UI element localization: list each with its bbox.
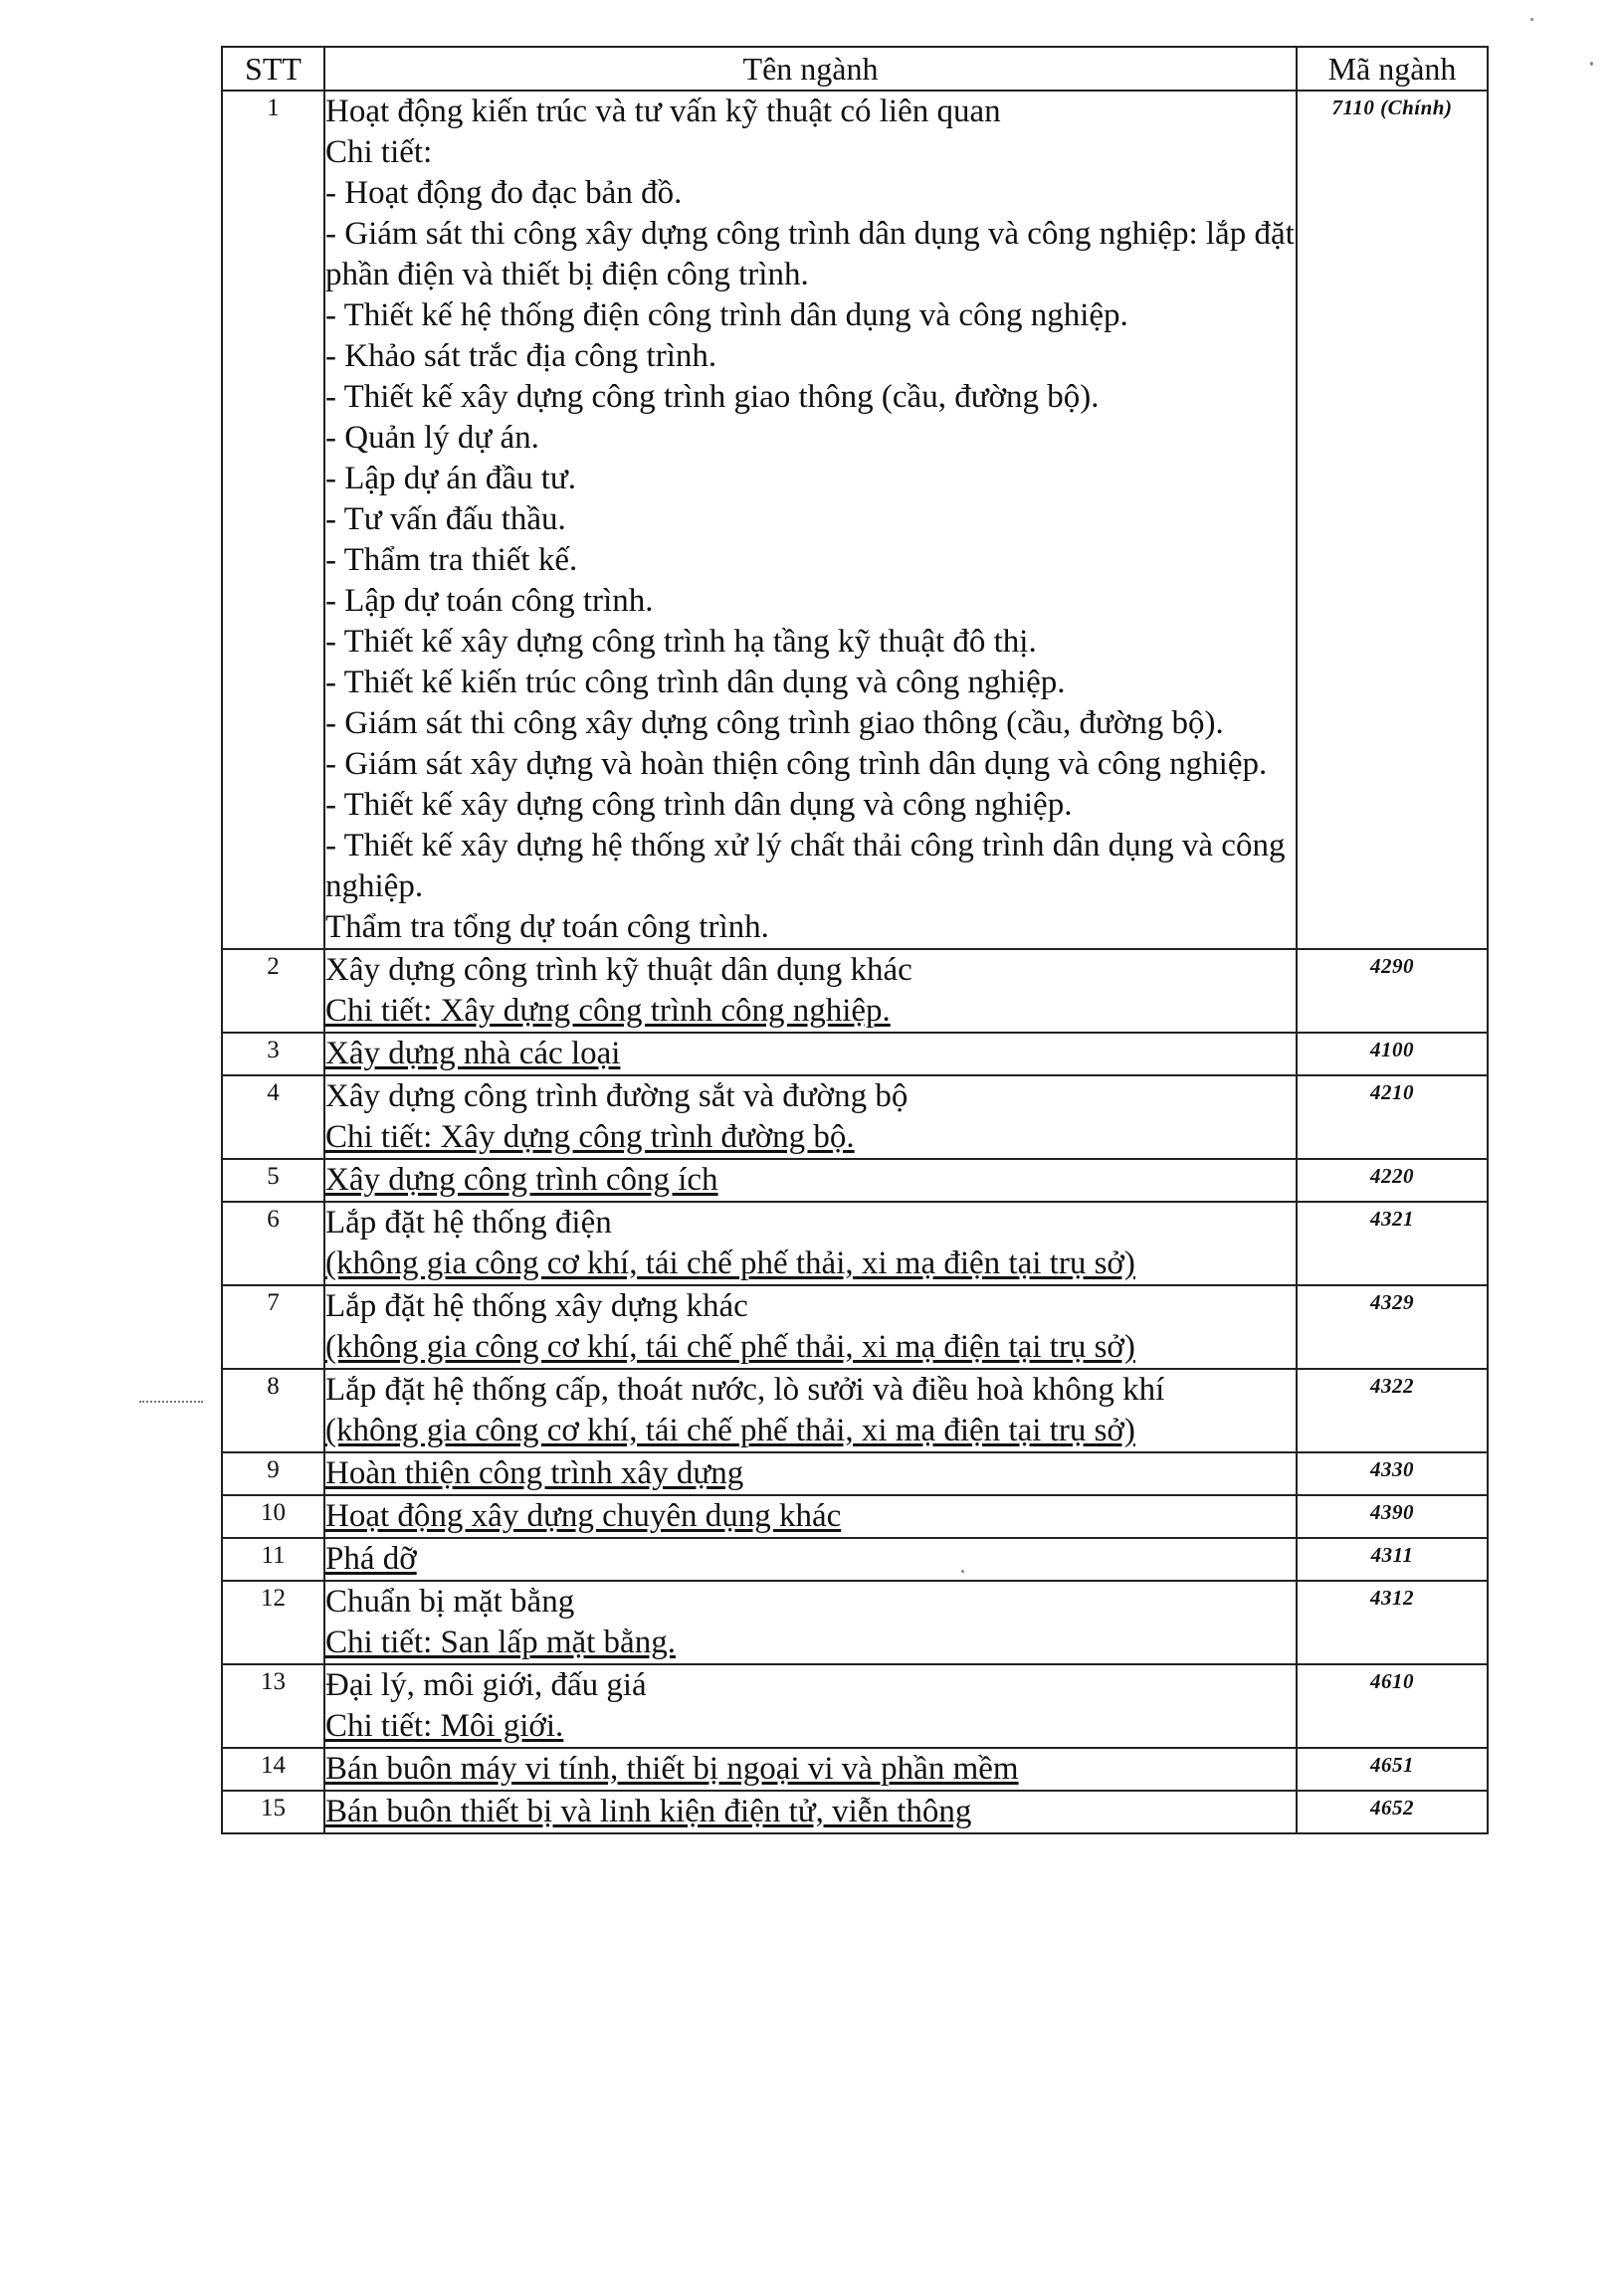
business-line-text: Chuẩn bị mặt bằng	[325, 1584, 575, 1620]
business-line-text: - Thiết kế xây dựng hệ thống xử lý chất thải công trình dân dụng và công nghiệp.	[325, 828, 1286, 904]
row-number: 4	[222, 1075, 324, 1159]
business-line-text: (không gia công cơ khí, tái chế phế thải, xi mạ điện tại trụ sở)	[325, 1329, 1135, 1365]
business-line-text: Bán buôn máy vi tính, thiết bị ngoại vi và phần mềm	[325, 1751, 1019, 1787]
table-body	[222, 91, 1488, 1833]
business-line-text: - Giám sát xây dựng và hoàn thiện công trình dân dụng và công nghiệp.	[325, 746, 1268, 782]
business-line-text: Xây dựng công trình đường sắt và đường bộ	[325, 1078, 909, 1114]
business-line-text: Hoạt động kiến trúc và tư vấn kỹ thuật có liên quan	[325, 94, 1001, 129]
business-line-text: Xây dựng công trình kỹ thuật dân dụng khác	[325, 952, 912, 988]
business-line-text: - Thiết kế xây dựng công trình giao thông (cầu, đường bộ).	[325, 379, 1100, 415]
business-line-text: - Thẩm tra thiết kế.	[325, 542, 578, 578]
row-number: 5	[222, 1159, 324, 1202]
row-number: 6	[222, 1202, 324, 1285]
table-row	[222, 1159, 1488, 1202]
business-line-text: - Lập dự án đầu tư.	[325, 461, 577, 496]
business-line-name	[324, 949, 1297, 1033]
header-code: Mã ngành	[1297, 47, 1488, 91]
table-row	[222, 1452, 1488, 1495]
business-lines-table	[221, 46, 1489, 1834]
business-line-name	[324, 1581, 1297, 1664]
business-line-name	[324, 1033, 1297, 1075]
business-line-name	[324, 1664, 1297, 1748]
table-row	[222, 1075, 1488, 1159]
business-line-text: - Quản lý dự án.	[325, 420, 539, 456]
table-row	[222, 1664, 1488, 1748]
table-row	[222, 949, 1488, 1033]
row-number: 13	[222, 1664, 324, 1748]
table-row	[222, 91, 1488, 949]
business-line-name	[324, 1748, 1297, 1791]
business-line-text: Chi tiết:	[325, 134, 433, 170]
business-line-code: 4610	[1297, 1664, 1488, 1748]
business-line-text: Hoạt động xây dựng chuyên dụng khác	[325, 1498, 842, 1534]
business-line-name	[324, 1495, 1297, 1538]
row-number: 11	[222, 1538, 324, 1581]
row-number: 2	[222, 949, 324, 1033]
scan-speck	[1530, 18, 1533, 21]
table-row	[222, 1285, 1488, 1369]
business-line-code: 4652	[1297, 1791, 1488, 1833]
business-line-text: Bán buôn thiết bị và linh kiện điện tử, viễn thông	[325, 1794, 972, 1829]
business-line-code: 4651	[1297, 1748, 1488, 1791]
business-line-code: 4220	[1297, 1159, 1488, 1202]
business-line-text: Xây dựng nhà các loại	[325, 1036, 621, 1071]
business-line-code: 4330	[1297, 1452, 1488, 1495]
row-number: 14	[222, 1748, 324, 1791]
row-number: 3	[222, 1033, 324, 1075]
table-row	[222, 1538, 1488, 1581]
table-row	[222, 1581, 1488, 1664]
business-line-code: 4210	[1297, 1075, 1488, 1159]
business-line-code: 4329	[1297, 1285, 1488, 1369]
row-number: 7	[222, 1285, 324, 1369]
row-number: 1	[222, 91, 324, 949]
business-line-text: Chi tiết: Xây dựng công trình công nghiệp.	[325, 993, 891, 1029]
business-line-text: - Giám sát thi công xây dựng công trình dân dụng và công nghiệp: lắp đặt phần điện và thiết bị điện công trình.	[325, 216, 1295, 292]
business-line-text: Lắp đặt hệ thống cấp, thoát nước, lò sưởi và điều hoà không khí	[325, 1372, 1165, 1408]
business-line-text: Xây dựng công trình công ích	[325, 1162, 718, 1198]
business-line-name	[324, 1075, 1297, 1159]
business-line-name	[324, 1285, 1297, 1369]
business-line-text: Chi tiết: Môi giới.	[325, 1708, 564, 1744]
business-line-name	[324, 1202, 1297, 1285]
business-line-text: Chi tiết: Xây dựng công trình đường bộ.	[325, 1119, 855, 1155]
business-line-text: Lắp đặt hệ thống xây dựng khác	[325, 1288, 748, 1324]
business-line-code: 4390	[1297, 1495, 1488, 1538]
business-line-text: - Hoạt động đo đạc bản đồ.	[325, 175, 683, 211]
business-line-code: 4290	[1297, 949, 1488, 1033]
business-line-name	[324, 1159, 1297, 1202]
table-row	[222, 1791, 1488, 1833]
business-line-name	[324, 91, 1297, 949]
business-line-text: - Thiết kế xây dựng công trình dân dụng và công nghiệp.	[325, 787, 1073, 823]
business-line-text: Đại lý, môi giới, đấu giá	[325, 1667, 647, 1703]
row-number: 12	[222, 1581, 324, 1664]
table-row	[222, 1369, 1488, 1452]
row-number: 9	[222, 1452, 324, 1495]
row-number: 8	[222, 1369, 324, 1452]
business-line-text: (không gia công cơ khí, tái chế phế thải, xi mạ điện tại trụ sở)	[325, 1413, 1135, 1448]
business-line-text: Hoàn thiện công trình xây dựng	[325, 1455, 744, 1491]
business-line-name	[324, 1452, 1297, 1495]
business-line-text: Phá dỡ	[325, 1541, 417, 1577]
row-number: 15	[222, 1791, 324, 1833]
business-line-text: (không gia công cơ khí, tái chế phế thải, xi mạ điện tại trụ sở)	[325, 1245, 1135, 1281]
business-line-text: - Thiết kế hệ thống điện công trình dân dụng và công nghiệp.	[325, 297, 1128, 333]
table-row	[222, 1495, 1488, 1538]
header-stt: STT	[222, 47, 324, 91]
business-line-name	[324, 1791, 1297, 1833]
row-number: 10	[222, 1495, 324, 1538]
header-name: Tên ngành	[324, 47, 1297, 91]
business-line-code: 4322	[1297, 1369, 1488, 1452]
margin-mark	[139, 1401, 203, 1405]
table-header-row	[222, 47, 1488, 91]
business-line-name	[324, 1369, 1297, 1452]
table-row	[222, 1748, 1488, 1791]
business-line-text: - Thiết kế xây dựng công trình hạ tầng kỹ thuật đô thị.	[325, 624, 1037, 660]
business-line-text: Lắp đặt hệ thống điện	[325, 1205, 612, 1241]
business-line-text: - Giám sát thi công xây dựng công trình giao thông (cầu, đường bộ).	[325, 705, 1224, 741]
business-line-text: - Lập dự toán công trình.	[325, 583, 654, 619]
business-line-code: 4321	[1297, 1202, 1488, 1285]
business-line-text: - Khảo sát trắc địa công trình.	[325, 338, 717, 374]
business-line-text: - Tư vấn đấu thầu.	[325, 501, 566, 537]
business-line-code: 7110 (Chính)	[1297, 91, 1488, 949]
business-line-text: Chi tiết: San lấp mặt bằng.	[325, 1625, 676, 1660]
business-line-code: 4312	[1297, 1581, 1488, 1664]
business-line-text: Thẩm tra tổng dự toán công trình.	[325, 909, 769, 945]
business-line-name	[324, 1538, 1297, 1581]
business-line-code: 4311	[1297, 1538, 1488, 1581]
business-line-text: - Thiết kế kiến trúc công trình dân dụng và công nghiệp.	[325, 665, 1066, 700]
table-row	[222, 1202, 1488, 1285]
table-row	[222, 1033, 1488, 1075]
scan-speck	[1590, 62, 1593, 66]
business-line-code: 4100	[1297, 1033, 1488, 1075]
